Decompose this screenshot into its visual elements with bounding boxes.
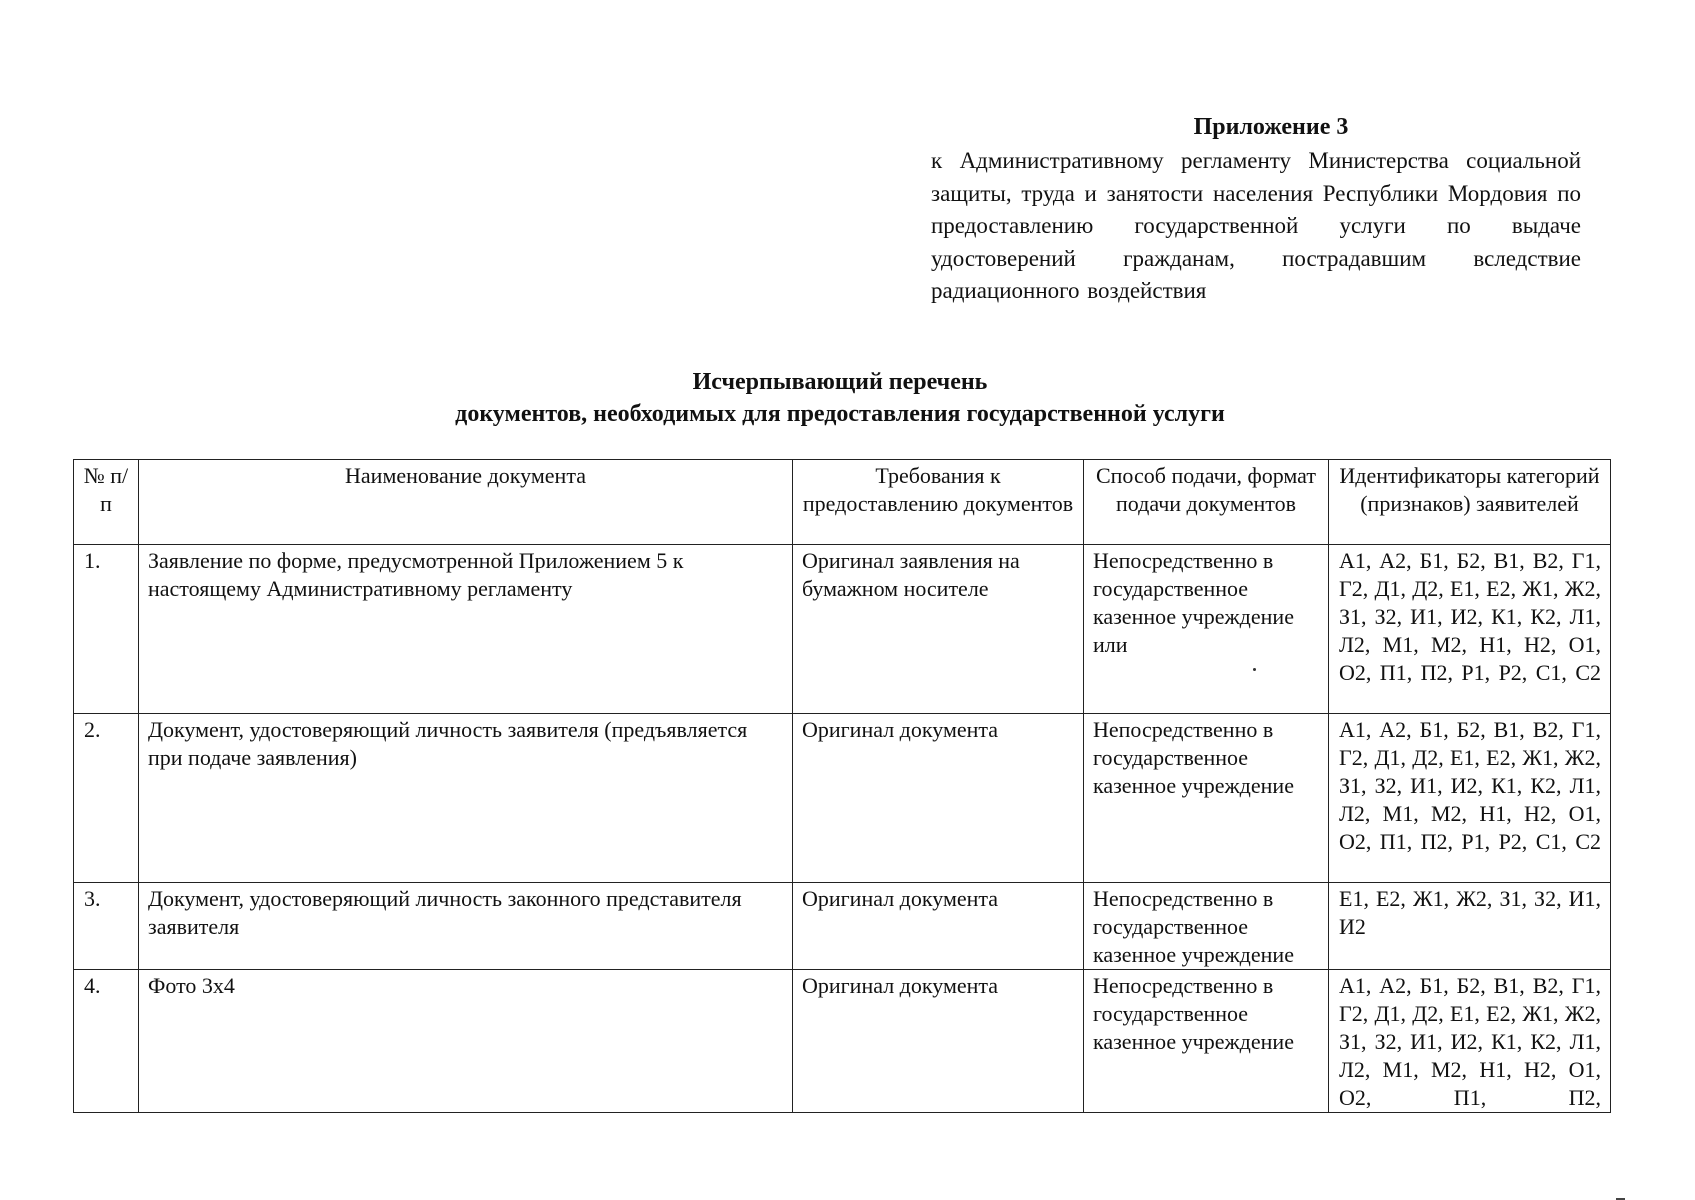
- table-row: [74, 714, 1611, 883]
- row-submission-method: Непосредственно в государственное казенное учреждение: [1084, 714, 1329, 883]
- document-heading: [60, 366, 1620, 430]
- appendix-text: к Административному регламенту Министерства социальной защиты, труда и занятости населения Республики Мордовия по предоставлению государственной услуги по выдаче удостоверений гражданам, пострадавшим вследствие радиационного воздействия: [931, 148, 1581, 303]
- row-submission-method: Непосредственно в государственное казенное учреждение: [1084, 970, 1329, 1113]
- row-requirements: Оригинал документа: [793, 970, 1084, 1113]
- row-applicant-ids: А1, А2, Б1, Б2, В1, В2, Г1, Г2, Д1, Д2, Е1, Е2, Ж1, Ж2, З1, З2, И1, И2, К1, К2, Л1, Л2, М1, М2, Н1, Н2, О1, О2, П1, П2, Р1, Р2, С1, С2: [1329, 714, 1611, 883]
- row-applicant-ids: Е1, Е2, Ж1, Ж2, З1, З2, И1, И2: [1329, 883, 1611, 970]
- document-heading-line-1: Исчерпывающий перечень: [692, 369, 988, 395]
- header-requirements: Требования к предоставлению документов: [793, 460, 1084, 545]
- table-row: [74, 970, 1611, 1113]
- appendix-title: Приложение 3: [1193, 114, 1349, 140]
- row-num: 4.: [74, 970, 139, 1113]
- row-submission-method: Непосредственно в государственное казенное учреждение или: [1084, 545, 1329, 714]
- row-applicant-ids: А1, А2, Б1, Б2, В1, В2, Г1, Г2, Д1, Д2, Е1, Е2, Ж1, Ж2, З1, З2, И1, И2, К1, К2, Л1, Л2, М1, М2, Н1, Н2, О1, О2, П1, П2, Р1, Р2, С1, С2: [1329, 545, 1611, 714]
- header-document-name: Наименование документа: [139, 460, 793, 545]
- document-heading-line-2: документов, необходимых для предоставления государственной услуги: [455, 401, 1225, 427]
- row-requirements: Оригинал документа: [793, 883, 1084, 970]
- scan-speck: [1253, 668, 1256, 671]
- documents-table: [73, 459, 1611, 1113]
- table-row: [74, 883, 1611, 970]
- row-requirements: Оригинал заявления на бумажном носителе: [793, 545, 1084, 714]
- row-document-name: Документ, удостоверяющий личность заявителя (предъявляется при подаче заявления): [139, 714, 793, 883]
- appendix-block: [931, 111, 1581, 308]
- header-applicant-ids: Идентификаторы категорий (признаков) заявителей: [1329, 460, 1611, 545]
- row-num: 3.: [74, 883, 139, 970]
- row-document-name: Фото 3х4: [139, 970, 793, 1113]
- row-document-name: Документ, удостоверяющий личность законного представителя заявителя: [139, 883, 793, 970]
- row-num: 1.: [74, 545, 139, 714]
- table-header-row: [74, 460, 1611, 545]
- row-submission-method: Непосредственно в государственное казенное учреждение: [1084, 883, 1329, 970]
- header-submission-method: Способ подачи, формат подачи документов: [1084, 460, 1329, 545]
- header-num: № п/п: [74, 460, 139, 545]
- row-requirements: Оригинал документа: [793, 714, 1084, 883]
- row-applicant-ids: А1, А2, Б1, Б2, В1, В2, Г1, Г2, Д1, Д2, Е1, Е2, Ж1, Ж2, З1, З2, И1, И2, К1, К2, Л1, Л2, М1, М2, Н1, Н2, О1, О2, П1, П2,: [1329, 970, 1611, 1113]
- table-row: [74, 545, 1611, 714]
- row-num: 2.: [74, 714, 139, 883]
- row-document-name: Заявление по форме, предусмотренной Приложением 5 к настоящему Административному регламенту: [139, 545, 793, 714]
